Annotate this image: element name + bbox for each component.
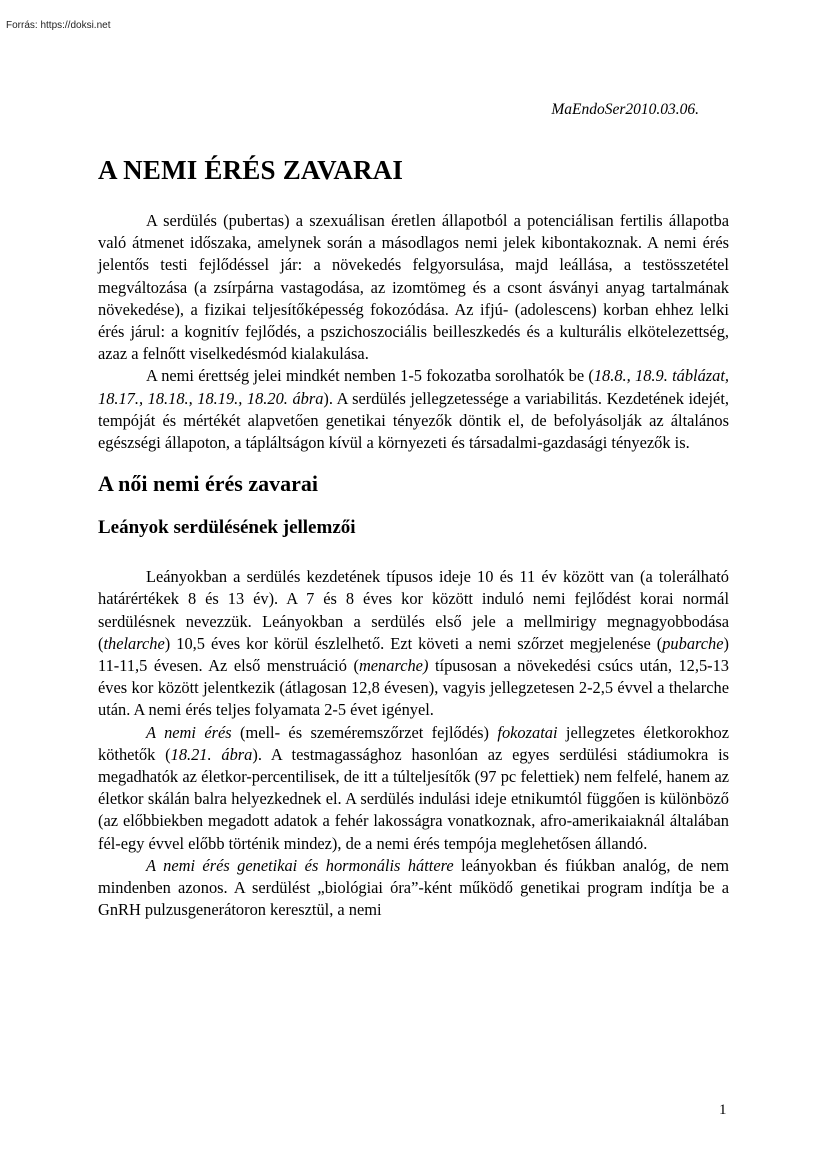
term-italic: A nemi érés — [146, 722, 232, 742]
header-reference: MaEndoSer2010.03.06. — [551, 101, 699, 118]
text-span: ). A testmagassághoz hasonlóan az egyes serdülési stádiumokra is megadhatók az életkor-percentilisek, de itt a túlteljesítők (97 pc felettiek) nem felfelé, hanem az életkor skálán balra helyezkednek el. A serdülés indulási ideje etnikumtól függően is különböző (az előbbiekben megadott adatok a fehér lakosságra vonatkoznak, afro-amerikaiaknál általában fél-egy évvel előbb történik mindez), de a nemi érés tempója meglehetősen állandó. — [98, 744, 730, 853]
body-paragraph-3 — [98, 566, 729, 721]
figure-reference: 18.8., 18.9. táblázat, 18.17., 18.18., 18.19., 18.20. ábra — [98, 366, 729, 408]
text-span: jellegzetes életkorokhoz köthetők ( — [98, 722, 729, 764]
text-span: Leányokban a serdülés kezdetének típusos ideje 10 és 11 év között van (a tolerálható határértékek 8 és 13 év). A 7 és 8 éves kor között induló nemi fejlődést korai normál serdülésnek nevezzük. Leányokban a serdülés első jele a mellmirigy megnagyobbodása ( — [98, 567, 729, 653]
term-italic: thelarche — [103, 633, 165, 653]
source-note: Forrás: https://doksi.net — [6, 20, 111, 31]
term-italic: pubarche — [662, 633, 724, 653]
section-heading: A női nemi érés zavarai — [98, 471, 318, 497]
text-span: leányokban és fiúkban analóg, de nem mindenben azonos. A serdülést „biológiai óra”-ként működő genetikai program indítja be a GnRH pulzusgenerátoron keresztül, a nemi — [98, 855, 729, 920]
page-title: A NEMI ÉRÉS ZAVARAI — [98, 155, 404, 185]
body-paragraph-4 — [98, 722, 729, 855]
subsection-heading: Leányok serdülésének jellemzői — [98, 517, 356, 539]
document-body — [98, 152, 729, 921]
page-number: 1 — [719, 1102, 727, 1118]
subsection-heading-wrap — [98, 515, 729, 541]
text-span: (mell- és szeméremszőrzet fejlődés) — [231, 722, 498, 742]
text-span: ) 11-11,5 évesen. Az első menstruáció ( — [98, 633, 729, 676]
term-italic: A nemi érés genetikai és hormonális háttere — [146, 855, 454, 875]
intro-paragraph-2 — [98, 365, 729, 454]
body-paragraph-5 — [98, 855, 729, 922]
term-italic: menarche) — [358, 656, 429, 676]
text-span: A nemi érettség jelei mindkét nemben 1-5 fokozatba sorolhatók be ( — [146, 366, 594, 386]
figure-reference: 18.21. ábra — [170, 744, 253, 764]
intro-paragraph-1: A serdülés (pubertas) a szexuálisan éretlen állapotból a potenciálisan fertilis állapotba való átmenet időszaka, amelynek során a másodlagos nemi jelek kibontakoznak. A nemi érés jelentős testi fejlődéssel jár: a növekedés felgyorsulása, majd leállása, a testösszetétel megváltozása (a zsírpárna vastagodása, az izomtömeg és a csont ásványi anyag tartalmának növekedése), a fizikai teljesítőképesség fokozódása. Az ifjú- (adolescens) korban ehhez lelki érés járul: a kognitív fejlődés, a pszichoszociális beilleszkedés és a kulturális elkötelezettség, azaz a felnőtt viselkedésmód kialakulása. — [98, 211, 729, 364]
term-italic: fokozatai — [497, 722, 558, 742]
text-span: ) 10,5 éves kor körül észlelhető. Ezt követi a nemi szőrzet megjelenése ( — [164, 633, 663, 653]
section-heading-wrap — [98, 469, 729, 499]
text-span: ). A serdülés jellegzetessége a variabilitás. Kezdetének idejét, tempóját és mértékét alapvetően genetikai tényezők döntik el, de befolyásolják az általános egészségi állapoton, a tápláltságon kívül a környezeti és társadalmi-gazdasági tényezők is. — [98, 388, 729, 453]
text-span: típusosan a növekedési csúcs után, 12,5-13 éves kor között jelentkezik (átlagosan 12,8 évesen), vagyis jellegzetesen 2-2,5 évvel a thelarche után. A nemi érés teljes folyamata 2-5 évet igényel. — [98, 656, 729, 720]
